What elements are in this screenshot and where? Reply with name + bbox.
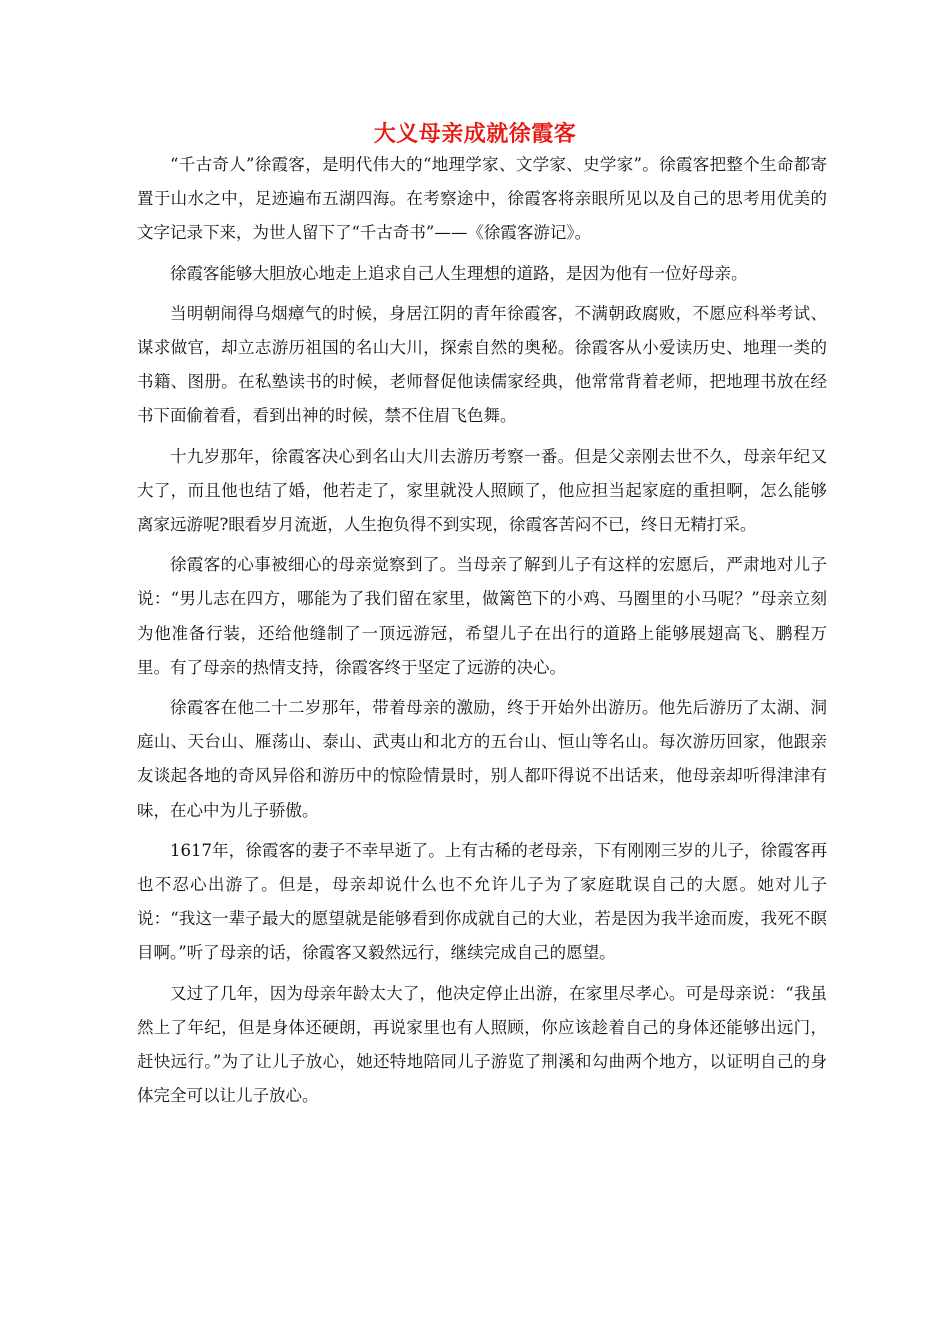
paragraph: 十九岁那年，徐霞客决心到名山大川去游历考察一番。但是父亲刚去世不久，母亲年纪又大了，而且他也结了婚，他若走了，家里就没人照顾了，他应担当起家庭的重担啊，怎么能够离家远游呢?眼看岁月流逝，人生抱负得不到实现，徐霞客苦闷不已，终日无精打采。 [137,446,827,535]
paragraph: “千古奇人”徐霞客，是明代伟大的“地理学家、文学家、史学家”。徐霞客把整个生命都寄置于山水之中，足迹遍布五湖四海。在考察途中，徐霞客将亲眼所见以及自己的思考用优美的文字记录下来，为世人留下了“千古奇书”——《徐霞客游记》。 [137,155,827,243]
paragraph: 又过了几年，因为母亲年龄太大了，他决定停止出游，在家里尽孝心。可是母亲说：“我虽然上了年纪，但是身体还硬朗，再说家里也有人照顾，你应该趁着自己的身体还能够出远门，赶快远行。”为了让儿子放心，她还特地陪同儿子游览了荆溪和勾曲两个地方，以证明自己的身体完全可以让儿子放心。 [137,983,827,1106]
paragraph: 徐霞客的心事被细心的母亲觉察到了。当母亲了解到儿子有这样的宏愿后，严肃地对儿子说：“男儿志在四方，哪能为了我们留在家里，做篱笆下的小鸡、马圈里的小马呢？”母亲立刻为他准备行装，还给他缝制了一顶远游冠，希望儿子在出行的道路上能够展翅高飞、鹏程万里。有了母亲的热情支持，徐霞客终于坚定了远游的决心。 [137,555,827,677]
paragraph: 徐霞客能够大胆放心地走上追求自己人生理想的道路，是因为他有一位好母亲。 [170,263,748,283]
paragraph: 1617年，徐霞客的妻子不幸早逝了。上有古稀的老母亲，下有刚刚三岁的儿子，徐霞客再也不忍心出游了。但是，母亲却说什么也不允许儿子为了家庭耽误自己的大愿。她对儿子说：“我这一辈子最大的愿望就是能够看到你成就自己的大业，若是因为我半途而废，我死不瞑目啊。”听了母亲的话，徐霞客又毅然远行，继续完成自己的愿望。 [137,840,827,963]
document-body [137,148,827,1119]
document-title: 大义母亲成就徐霞客 [373,121,577,147]
paragraph: 当明朝闹得乌烟瘴气的时候，身居江阴的青年徐霞客，不满朝政腐败，不愿应科举考试、谋求做官，却立志游历祖国的名山大川，探索自然的奥秘。徐霞客从小爱读历史、地理一类的书籍、图册。在私塾读书的时候，老师督促他读儒家经典，他常常背着老师，把地理书放在经书下面偷着看，看到出神的时候，禁不住眉飞色舞。 [137,303,827,426]
paragraph: 徐霞客在他二十二岁那年，带着母亲的激励，终于开始外出游历。他先后游历了太湖、洞庭山、天台山、雁荡山、泰山、武夷山和北方的五台山、恒山等名山。每次游历回家，他跟亲友谈起各地的奇风异俗和游历中的惊险情景时，别人都吓得说不出话来，他母亲却听得津津有味，在心中为儿子骄傲。 [137,698,827,820]
